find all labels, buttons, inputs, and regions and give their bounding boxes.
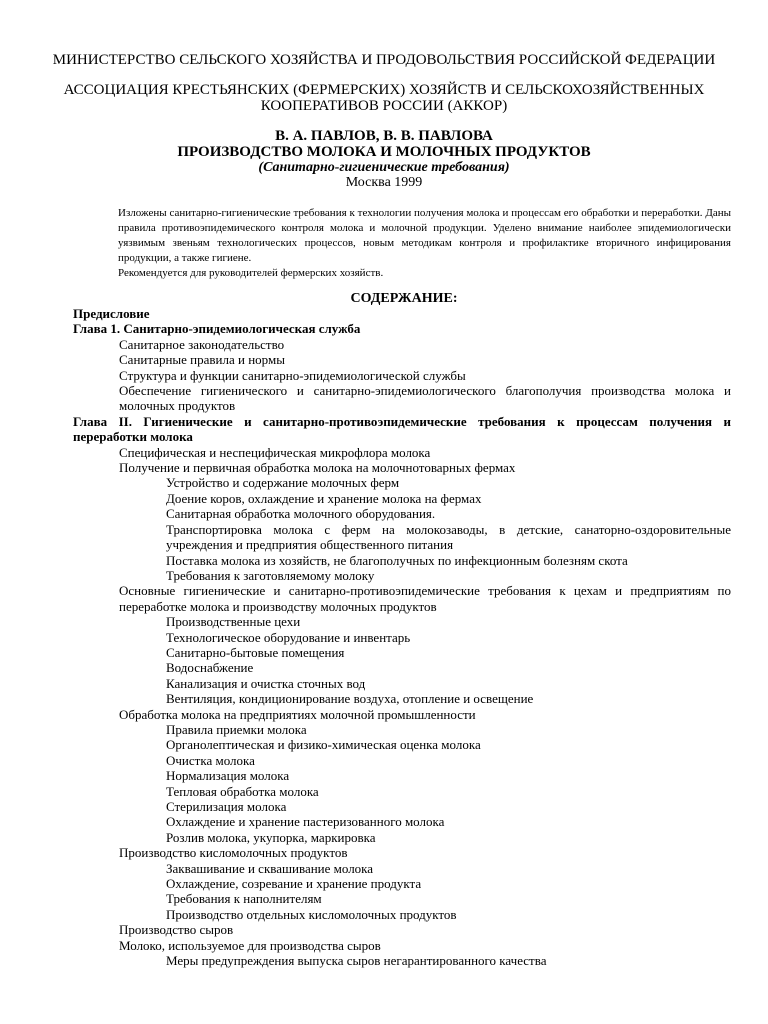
toc-item: Водоснабжение xyxy=(166,660,254,676)
toc-item: Вентиляция, кондиционирование воздуха, отопление и освещение xyxy=(166,691,534,707)
toc-item: Основные гигиенические и санитарно-противоэпидемические требования к цехам и предприятиям по переработке молока и производству молочных продуктов xyxy=(119,583,731,614)
association-heading-line1: АССОЦИАЦИЯ КРЕСТЬЯНСКИХ (ФЕРМЕРСКИХ) ХОЗЯЙСТВ И СЕЛЬСКОХОЗЯЙСТВЕННЫХ xyxy=(63,82,705,98)
table-of-contents xyxy=(73,306,731,968)
toc-item: Предисловие xyxy=(73,306,150,321)
toc-item: Санитарные правила и нормы xyxy=(119,352,285,368)
toc-item: Производство отдельных кисломолочных продуктов xyxy=(166,906,457,922)
toc-item: Требования к наполнителям xyxy=(166,891,322,907)
toc-item: Производственные цехи xyxy=(166,614,301,630)
abstract-text: Изложены санитарно-гигиенические требования к технологии получения молока и процессам его обработки и переработки. Даны правила противоэпидемического контроля молока и молочной продукции. Уделено внимание наиболее эпидемиологически уязвимым звеньям технологических процессов, новым методикам контроля и профилактике вторичного инфицирования продукции, а также гигиене. xyxy=(118,207,731,264)
toc-item: Глава 1. Санитарно-эпидемиологическая служба xyxy=(73,321,361,337)
abstract xyxy=(118,206,731,281)
document-title: ПРОИЗВОДСТВО МОЛОКА И МОЛОЧНЫХ ПРОДУКТОВ xyxy=(177,144,591,160)
toc-item: Структура и функции санитарно-эпидемиологической службы xyxy=(119,367,466,383)
abstract-recommendation: Рекомендуется для руководителей фермерских хозяйств. xyxy=(118,267,384,279)
toc-item: Нормализация молока xyxy=(166,768,290,784)
toc-item: Очистка молока xyxy=(166,752,255,768)
toc-heading: СОДЕРЖАНИЕ: xyxy=(350,291,458,306)
authors: В. А. ПАВЛОВ, В. В. ПАВЛОВА xyxy=(275,128,493,144)
toc-item: Получение и первичная обработка молока на молочнотоварных фермах xyxy=(119,460,516,476)
toc-item: Требования к заготовляемому молоку xyxy=(166,567,375,583)
toc-item: Санитарная обработка молочного оборудования. xyxy=(166,506,436,522)
toc-item: Розлив молока, укупорка, маркировка xyxy=(166,829,376,845)
toc-item: Молоко, используемое для производства сыров xyxy=(119,937,381,953)
toc-item: Охлаждение, созревание и хранение продукта xyxy=(166,876,422,892)
toc-item: Обеспечение гигиенического и санитарно-эпидемиологического благополучия производства молока и молочных продуктов xyxy=(119,383,731,414)
toc-item: Стерилизация молока xyxy=(166,799,287,814)
toc-item: Санитарно-бытовые помещения xyxy=(166,644,345,660)
place-year: Москва 1999 xyxy=(345,175,423,190)
toc-item: Правила приемки молока xyxy=(166,721,307,737)
toc-item: Охлаждение и хранение пастеризованного молока xyxy=(166,814,445,830)
toc-item: Транспортировка молока с ферм на молокозаводы, в детские, санаторно-оздоровительные учреждения и предприятия общественного питания xyxy=(166,521,731,553)
document-subtitle: (Санитарно-гигиенические требования) xyxy=(258,160,510,175)
toc-item: Специфическая и неспецифическая микрофлора молока xyxy=(119,444,431,460)
toc-item: Заквашивание и сквашивание молока xyxy=(166,860,374,876)
toc-item: Производство кисломолочных продуктов xyxy=(119,845,348,861)
toc-item: Тепловая обработка молока xyxy=(166,783,319,799)
toc-item: Поставка молока из хозяйств, не благополучных по инфекционным болезням скота xyxy=(166,552,628,568)
toc-item: Санитарное законодательство xyxy=(119,336,285,352)
toc-item: Меры предупреждения выпуска сыров негарантированного качества xyxy=(166,953,547,969)
toc-item: Канализация и очистка сточных вод xyxy=(166,675,366,691)
toc-item: Глава II. Гигиенические и санитарно-противоэпидемические требования к процессам получения и переработки молока xyxy=(73,413,731,445)
toc-item: Устройство и содержание молочных ферм xyxy=(166,475,400,491)
toc-item: Доение коров, охлаждение и хранение молока на фермах xyxy=(166,490,482,506)
toc-item: Органолептическая и физико-химическая оценка молока xyxy=(166,737,481,753)
association-heading-line2: КООПЕРАТИВОВ РОССИИ (АККОР) xyxy=(260,98,508,114)
toc-item: Обработка молока на предприятиях молочной промышленности xyxy=(119,706,476,722)
toc-item: Технологическое оборудование и инвентарь xyxy=(166,629,411,645)
toc-item: Производство сыров xyxy=(119,922,234,938)
ministry-heading: МИНИСТЕРСТВО СЕЛЬСКОГО ХОЗЯЙСТВА И ПРОДОВОЛЬСТВИЯ РОССИЙСКОЙ ФЕДЕРАЦИИ xyxy=(52,52,716,68)
